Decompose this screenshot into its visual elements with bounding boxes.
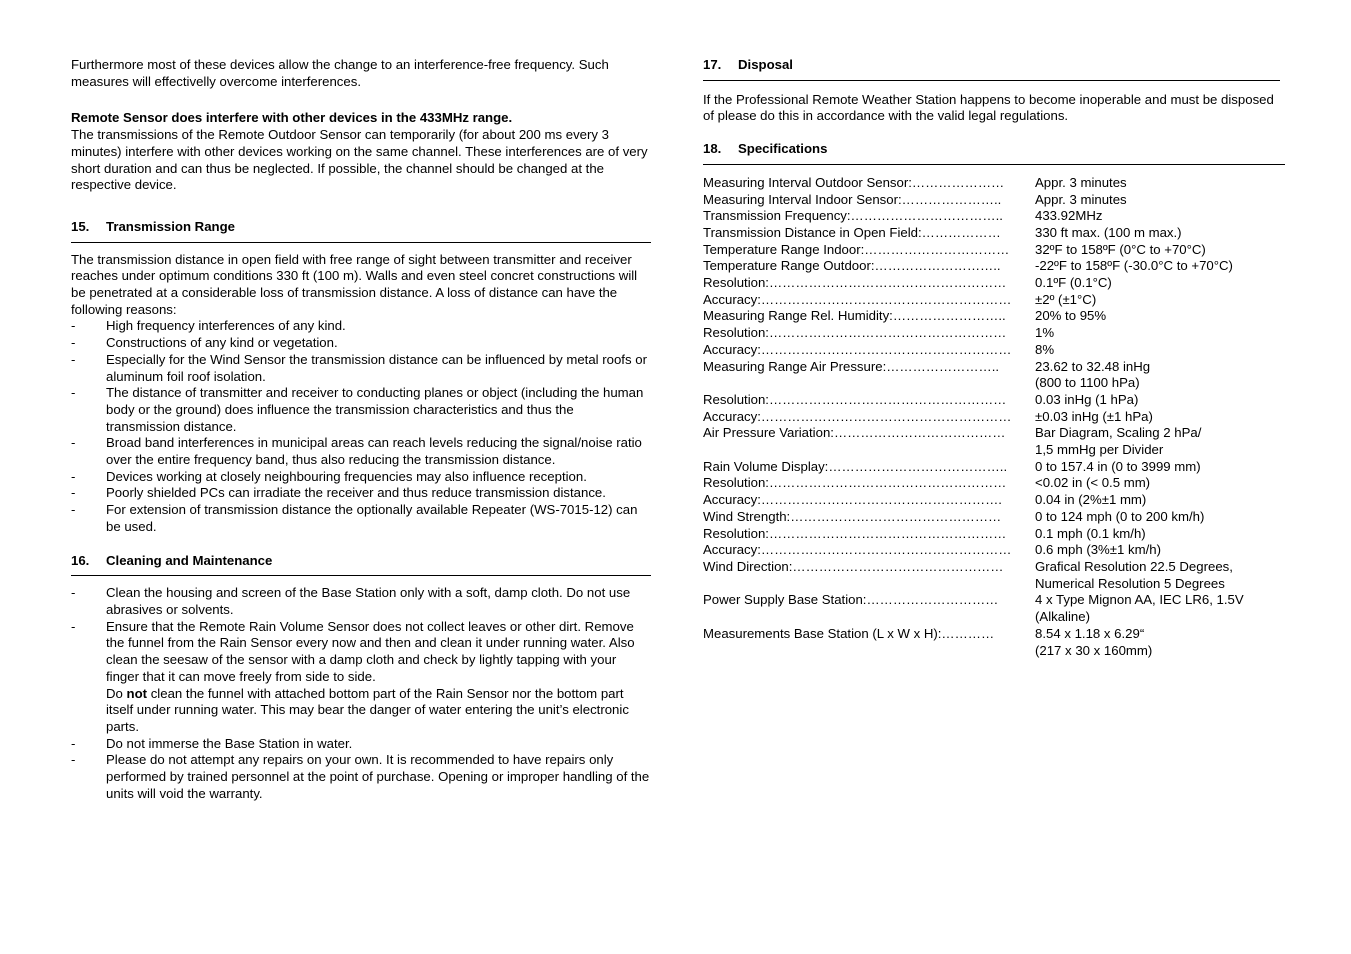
spec-label: Transmission Distance in Open Field:……………… — [703, 224, 1001, 240]
spec-value: 23.62 to 32.48 inHg — [1035, 358, 1151, 374]
spec-label — [703, 442, 1035, 459]
interference-paragraph: The transmissions of the Remote Outdoor Sensor can temporarily (for about 200 ms every 3 minutes) interfere with other devices working on the same channel. These interferences are of very short duration and can thus be neglected. If possible, the channel should be changed at the respective device. — [71, 127, 648, 193]
section-17-heading — [703, 57, 1280, 81]
spec-value: 1% — [1035, 325, 1055, 341]
spec-value: (217 x 30 x 160mm) — [1035, 642, 1153, 658]
section-15-heading — [71, 219, 651, 243]
spec-value: 8.54 x 1.18 x 6.29“ — [1035, 625, 1145, 641]
spec-label — [703, 609, 1035, 626]
spec-value: <0.02 in (< 0.5 mm) — [1035, 475, 1151, 491]
spec-label: Wind Strength:………………………………………… — [703, 508, 1002, 524]
spec-row — [703, 258, 1285, 275]
right-column — [703, 57, 1285, 659]
spec-value: Numerical Resolution 5 Degrees — [1035, 575, 1225, 591]
spec-value: 0 to 157.4 in (0 to 3999 mm) — [1035, 458, 1201, 474]
spec-row — [703, 559, 1285, 576]
spec-label — [703, 375, 1035, 392]
spec-row — [703, 375, 1285, 392]
spec-value: 20% to 95% — [1035, 308, 1107, 324]
list-item: - Constructions of any kind or vegetation. — [71, 335, 338, 351]
section-15-list — [71, 318, 651, 535]
spec-value: -22ºF to 158ºF (-30.0°C to +70°C) — [1035, 258, 1233, 274]
section-18-title: Specifications — [738, 141, 828, 157]
spec-row — [703, 208, 1285, 225]
spec-label: Accuracy:………………………………………………. — [703, 492, 1002, 508]
spec-row — [703, 475, 1285, 492]
left-column — [71, 57, 651, 802]
spec-value: 32ºF to 158ºF (0°C to +70°C) — [1035, 241, 1206, 257]
spec-value: Bar Diagram, Scaling 2 hPa/ — [1035, 425, 1202, 441]
spec-value: 8% — [1035, 341, 1055, 357]
spec-label: Temperature Range Indoor:…………………………… — [703, 241, 1010, 257]
spec-row — [703, 442, 1285, 459]
intro-paragraph: Furthermore most of these devices allow the change to an interference-free frequency. Such measures will effectivelly overcome interferences. — [71, 57, 609, 89]
spec-row — [703, 392, 1285, 409]
spec-value: 0 to 124 mph (0 to 200 km/h) — [1035, 508, 1205, 524]
section-16-list — [71, 585, 651, 802]
spec-row — [703, 576, 1285, 593]
spec-row — [703, 643, 1285, 660]
section-16-title: Cleaning and Maintenance — [106, 552, 273, 568]
spec-row — [703, 409, 1285, 426]
spec-row — [703, 626, 1285, 643]
section-15-number: 15. — [71, 218, 90, 234]
list-item: - Ensure that the Remote Rain Volume Sensor does not collect leaves or other dirt. Remove the funnel from the Rain Sensor every now and then and clean it under running water. Also clean the seesaw of the sensor with a damp cloth and check by lightly tapping with your finger that it can move freely from side to side. Do not clean the funnel with attached bottom part of the Rain Sensor nor the bottom part itself under running water. This may bear the danger of water entering the unit’s electronic parts. — [71, 618, 635, 734]
list-item: - Poorly shielded PCs can irradiate the receiver and thus reduce transmission distance. — [71, 485, 606, 501]
spec-row — [703, 242, 1285, 259]
spec-label: Resolution:……………………………………………… — [703, 325, 1007, 341]
spec-row — [703, 225, 1285, 242]
spec-row — [703, 609, 1285, 626]
spec-row — [703, 192, 1285, 209]
spec-value: ±0.03 inHg (±1 hPa) — [1035, 408, 1153, 424]
spec-value: 330 ft max. (100 m max.) — [1035, 224, 1182, 240]
spec-row — [703, 359, 1285, 376]
spec-label: Power Supply Base Station:………………………… — [703, 592, 999, 608]
spec-value: 0.6 mph (3%±1 km/h) — [1035, 542, 1161, 558]
spec-row — [703, 342, 1285, 359]
spec-value: (800 to 1100 hPa) — [1035, 375, 1140, 391]
section-17-title: Disposal — [738, 57, 793, 72]
spec-label: Transmission Frequency:…………………………….. — [703, 208, 1003, 224]
spec-row — [703, 425, 1285, 442]
spec-row — [703, 509, 1285, 526]
specifications-table — [703, 175, 1285, 659]
spec-row — [703, 592, 1285, 609]
spec-label: Accuracy:………………………………………………… — [703, 408, 1012, 424]
spec-label: Resolution:……………………………………………… — [703, 475, 1007, 491]
spec-label: Temperature Range Outdoor:……………………….. — [703, 258, 1001, 274]
spec-row — [703, 325, 1285, 342]
section-16-number: 16. — [71, 552, 90, 568]
spec-value: 0.1ºF (0.1°C) — [1035, 275, 1112, 291]
spec-value: Appr. 3 minutes — [1035, 174, 1127, 190]
list-item: - High frequency interferences of any kind. — [71, 318, 346, 334]
spec-value: 1,5 mmHg per Divider — [1035, 442, 1164, 458]
spec-row — [703, 292, 1285, 309]
list-item: - Broad band interferences in municipal areas can reach levels reducing the signal/noise ratio over the entire frequency band, thus also reducing the transmission distance. — [71, 435, 642, 468]
spec-label: Measuring Range Rel. Humidity:…………………….. — [703, 308, 1006, 324]
spec-value: Grafical Resolution 22.5 Degrees, — [1035, 558, 1233, 574]
spec-label: Accuracy:………………………………………………… — [703, 341, 1012, 357]
spec-row — [703, 175, 1285, 192]
spec-value: 4 x Type Mignon AA, IEC LR6, 1.5V — [1035, 592, 1244, 608]
list-item: - Clean the housing and screen of the Base Station only with a soft, damp cloth. Do not use abrasives or solvents. — [71, 585, 631, 617]
spec-label: Resolution:……………………………………………… — [703, 275, 1007, 291]
list-item: - For extension of transmission distance the optionally available Repeater (WS-7015-12) can be used. — [71, 502, 638, 534]
spec-label: Measuring Interval Outdoor Sensor:………………… — [703, 174, 1005, 190]
list-item: - Especially for the Wind Sensor the transmission distance can be influenced by metal roofs or aluminum foil roof isolation. — [71, 351, 647, 384]
section-17-text: If the Professional Remote Weather Station happens to become inoperable and must be disposed of please do this in accordance with the valid legal regulations. — [703, 91, 1274, 124]
spec-value: 0.1 mph (0.1 km/h) — [1035, 525, 1146, 541]
spec-label: Wind Direction:………………………………………… — [703, 558, 1004, 574]
spec-label — [703, 643, 1035, 660]
spec-value: ±2º (±1°C) — [1035, 291, 1097, 307]
spec-label — [703, 576, 1035, 593]
spec-row — [703, 308, 1285, 325]
list-item: - The distance of transmitter and receiver to conducting planes or object (including the human body or the ground) does influence the transmission characteristics and thus the transmission distance. — [71, 385, 644, 434]
spec-label: Rain Volume Display:………………………………….. — [703, 458, 1008, 474]
spec-value: 0.04 in (2%±1 mm) — [1035, 492, 1147, 508]
spec-value: 0.03 inHg (1 hPa) — [1035, 391, 1139, 407]
spec-label: Air Pressure Variation:………………………………… — [703, 425, 1006, 441]
spec-label: Resolution:……………………………………………… — [703, 525, 1007, 541]
spec-value: 433.92MHz — [1035, 208, 1103, 224]
section-17-number: 17. — [703, 57, 722, 72]
spec-row — [703, 492, 1285, 509]
spec-label: Measuring Interval Indoor Sensor:………………….. — [703, 191, 1002, 207]
spec-label: Accuracy:………………………………………………… — [703, 291, 1012, 307]
spec-label: Accuracy:………………………………………………… — [703, 542, 1012, 558]
section-15-intro: The transmission distance in open field with free range of sight between transmitter and receiver reaches under optimum conditions 330 ft (100 m). Walls and even steel concret constructions will be penetrated at a considerable loss of transmission distance. A loss of distance can have the following reasons: — [71, 251, 638, 317]
spec-value: Appr. 3 minutes — [1035, 191, 1127, 207]
section-15-title: Transmission Range — [106, 218, 235, 234]
spec-label: Measurements Base Station (L x W x H):………… — [703, 625, 995, 641]
spec-row — [703, 275, 1285, 292]
list-item: - Please do not attempt any repairs on your own. It is recommended to have repairs only performed by trained personnel at the point of purchase. Opening or improper handling of the units will void the warranty. — [71, 752, 650, 801]
interference-title: Remote Sensor does interfere with other devices in the 433MHz range. — [71, 110, 513, 126]
spec-row — [703, 459, 1285, 476]
spec-label: Resolution:……………………………………………… — [703, 391, 1007, 407]
spec-label: Measuring Range Air Pressure:…………………….. — [703, 358, 1000, 374]
spec-value: (Alkaline) — [1035, 609, 1090, 625]
spec-row — [703, 542, 1285, 559]
spec-row — [703, 526, 1285, 543]
list-item: - Devices working at closely neighbouring frequencies may also influence reception. — [71, 468, 587, 484]
list-item: - Do not immerse the Base Station in water. — [71, 735, 353, 751]
section-18-number: 18. — [703, 141, 722, 157]
section-18-heading — [703, 141, 1285, 165]
section-16-heading — [71, 553, 651, 577]
